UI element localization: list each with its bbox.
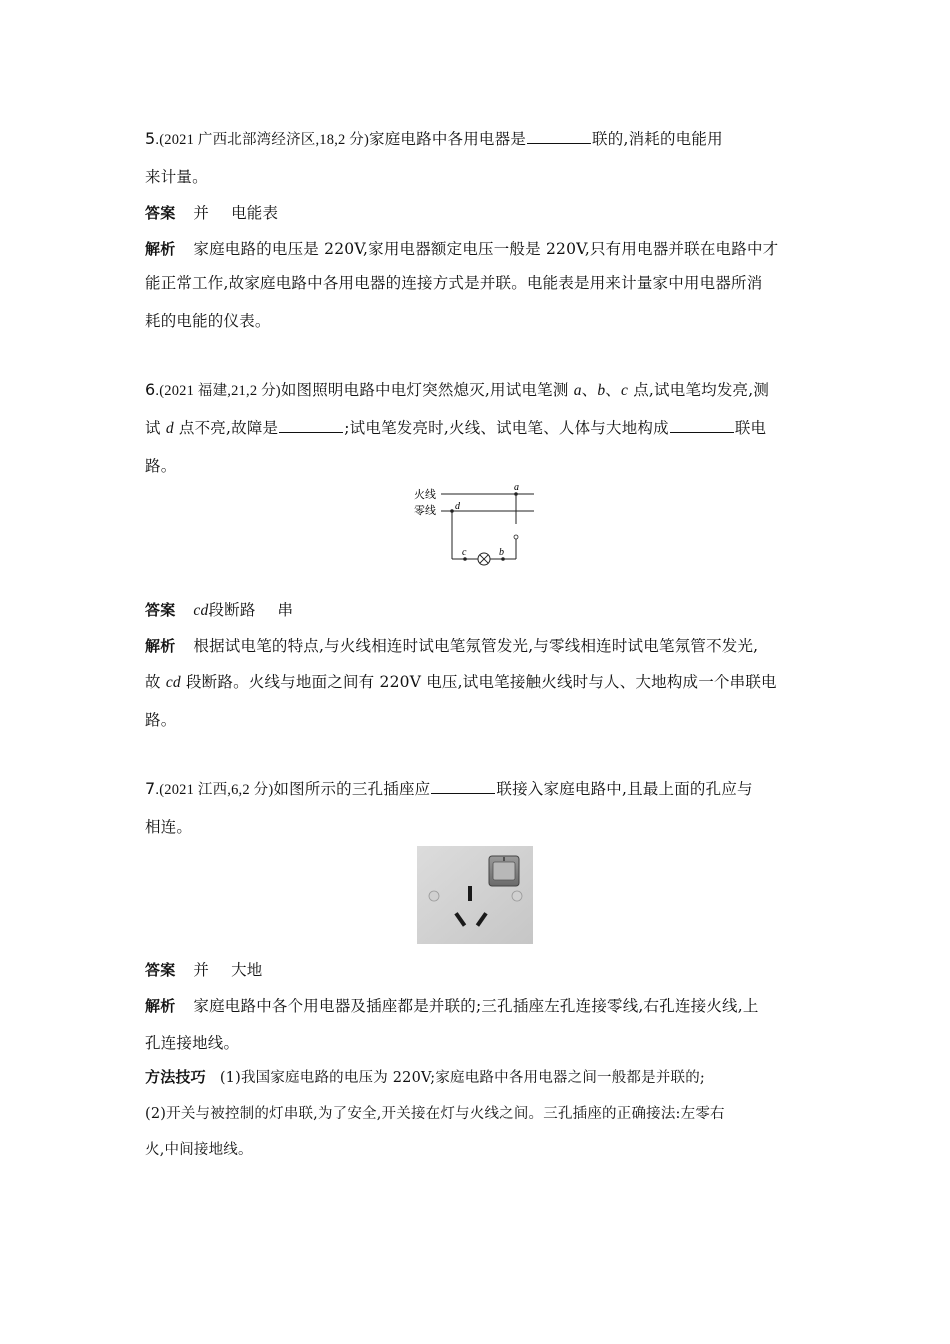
answer-value: 大地 xyxy=(231,961,263,979)
q7-text: 相连。 xyxy=(145,818,193,836)
q6-analysis-1 xyxy=(145,634,758,656)
analysis-text: 能正常工作,故家庭电路中各用电器的连接方式是并联。电能表是用来计量家中用电器所消 xyxy=(145,274,763,292)
analysis-label: 解析 xyxy=(145,997,176,1015)
method-label: 方法技巧 xyxy=(145,1068,206,1086)
answer-value: 电能表 xyxy=(231,204,279,222)
method-text: (2)开关与被控制的灯串联,为了安全,开关接在灯与火线之间。三孔插座的正确接法:左零右 xyxy=(145,1106,725,1122)
q5-answer xyxy=(145,201,278,223)
analysis-text: 根据试电笔的特点,与火线相连时试电笔氖管发光,与零线相连时试电笔氖管不发光, xyxy=(193,637,759,655)
screw-right-icon xyxy=(512,891,522,901)
var-b: b xyxy=(597,382,606,399)
q5-number: 5 xyxy=(145,129,156,148)
analysis-label: 解析 xyxy=(145,240,176,258)
q6-text: 点不亮,故障是 xyxy=(173,419,279,437)
method-text: (1)我国家庭电路的电压为 220V;家庭电路中各用电器之间一般都是并联的; xyxy=(219,1070,706,1086)
q6-text: 点,试电笔均发亮,测 xyxy=(628,381,770,399)
q6-text: 联电 xyxy=(734,419,767,437)
q7-analysis-2 xyxy=(145,1031,239,1053)
point-a-label: a xyxy=(514,482,519,493)
point-d-dot xyxy=(450,509,454,513)
var-c: c xyxy=(621,382,629,399)
q5-analysis-2 xyxy=(145,271,762,293)
q7-answer xyxy=(145,958,263,980)
q5-analysis-3 xyxy=(145,309,271,331)
answer-var: cd xyxy=(193,602,209,619)
q6-text: 、 xyxy=(605,381,621,399)
circuit-diagram xyxy=(410,480,540,572)
q5-source: .(2021 广西北部湾经济区,18,2 分) xyxy=(155,132,370,148)
q6-source: .(2021 福建,21,2 分) xyxy=(155,383,281,399)
q5-text: 家庭电路中各用电器是 xyxy=(369,130,527,148)
socket-photo xyxy=(417,846,533,944)
method-line-2 xyxy=(145,1102,725,1123)
switch-rocker xyxy=(493,862,515,880)
q5-analysis-1 xyxy=(145,237,778,259)
q6-text: 路。 xyxy=(145,457,177,475)
switch-contact-icon xyxy=(514,535,518,539)
q7-text: 如图所示的三孔插座应 xyxy=(273,780,431,798)
q6-line-3 xyxy=(145,454,176,476)
q7-number: 7 xyxy=(145,779,156,798)
q5-line-2 xyxy=(145,165,208,187)
answer-value: 并 xyxy=(193,204,210,222)
answer-value: 并 xyxy=(193,961,210,979)
method-line-1 xyxy=(145,1066,705,1087)
q7-line-2 xyxy=(145,815,192,837)
analysis-text: 路。 xyxy=(145,711,177,729)
answer-value: 段断路 xyxy=(208,601,256,619)
point-c-label: c xyxy=(462,547,467,558)
point-b-label: b xyxy=(499,547,504,558)
analysis-text: 家庭电路的电压是 220V,家用电器额定电压一般是 220V,只有用电器并联在电路中才 xyxy=(193,240,779,258)
method-text: 火,中间接地线。 xyxy=(145,1142,253,1158)
q6-number: 6 xyxy=(145,380,156,399)
q6-line-2 xyxy=(145,416,766,438)
q7-text: 联接入家庭电路中,且最上面的孔应与 xyxy=(496,780,753,798)
answer-value: 串 xyxy=(277,601,294,619)
q6-text: ;试电笔发亮时,火线、试电笔、人体与大地构成 xyxy=(344,419,669,437)
answer-label: 答案 xyxy=(145,961,176,979)
q5-line-1 xyxy=(145,127,723,149)
analysis-label: 解析 xyxy=(145,637,176,655)
live-wire-label: 火线 xyxy=(414,488,436,501)
var-a: a xyxy=(573,382,582,399)
q7-analysis-1 xyxy=(145,994,759,1016)
method-line-3 xyxy=(145,1138,253,1159)
q6-analysis-3 xyxy=(145,708,176,730)
var-d: d xyxy=(165,420,174,437)
earth-hole xyxy=(468,886,472,901)
q5-text: 联的,消耗的电能用 xyxy=(592,130,723,148)
q6-line-1 xyxy=(145,378,769,400)
q6-answer xyxy=(145,598,293,620)
q6-text: 如图照明电路中电灯突然熄灭,用试电笔测 xyxy=(280,381,574,399)
analysis-text: 孔连接地线。 xyxy=(145,1034,240,1052)
point-d-label: d xyxy=(455,501,460,512)
analysis-text: 家庭电路中各个用电器及插座都是并联的;三孔插座左孔连接零线,右孔连接火线,上 xyxy=(193,997,759,1015)
q6-analysis-2 xyxy=(145,670,777,692)
neutral-wire-label: 零线 xyxy=(414,504,436,517)
q6-text: 试 xyxy=(145,419,166,437)
q7-blank-1[interactable] xyxy=(431,779,495,794)
answer-label: 答案 xyxy=(145,601,176,619)
q5-blank-1[interactable] xyxy=(527,129,591,144)
q7-line-1 xyxy=(145,777,753,799)
q7-source: .(2021 江西,6,2 分) xyxy=(155,782,274,798)
analysis-text: 耗的电能的仪表。 xyxy=(145,312,271,330)
analysis-var: cd xyxy=(165,674,181,691)
q5-text: 来计量。 xyxy=(145,168,208,186)
screw-left-icon xyxy=(429,891,439,901)
q6-blank-1[interactable] xyxy=(279,418,343,433)
q6-text: 、 xyxy=(581,381,598,399)
q6-blank-2[interactable] xyxy=(670,418,734,433)
answer-label: 答案 xyxy=(145,204,176,222)
analysis-text: 故 xyxy=(145,673,166,691)
analysis-text: 段断路。火线与地面之间有 220V 电压,试电笔接触火线时与人、大地构成一个串联电 xyxy=(180,673,777,691)
